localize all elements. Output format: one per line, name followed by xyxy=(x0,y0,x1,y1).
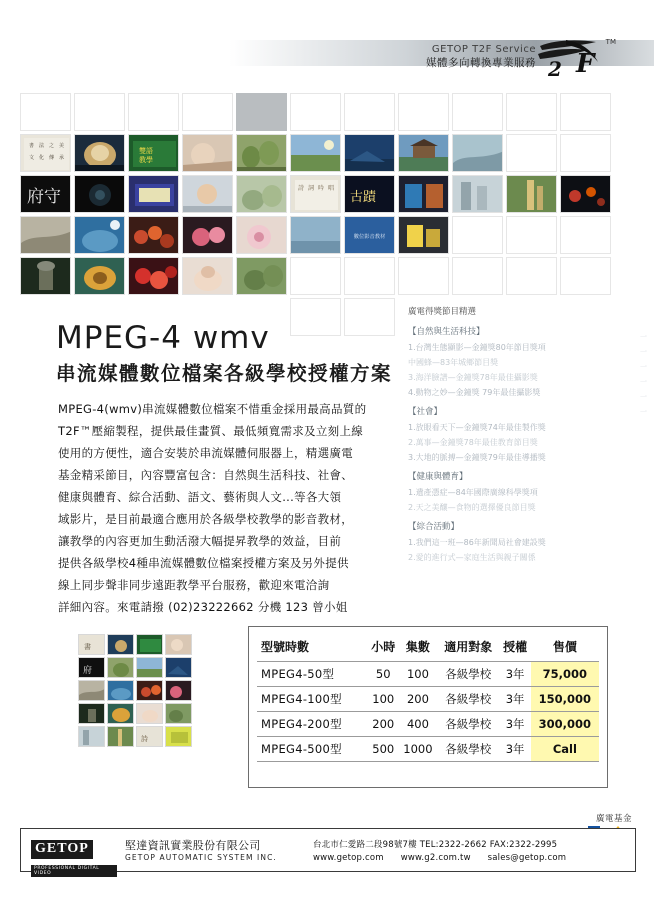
svg-text:之: 之 xyxy=(49,143,55,149)
svg-text:府: 府 xyxy=(83,666,93,676)
thumbnail-cell xyxy=(560,93,611,131)
mini-thumbnail-cell xyxy=(78,726,105,747)
thumbnail-cell xyxy=(452,134,503,172)
thumbnail-cell xyxy=(182,93,233,131)
thumbnail-cell xyxy=(182,257,233,295)
thumbnail-cell xyxy=(290,216,341,254)
thumbnail-row xyxy=(20,175,634,213)
col-header-hours: 小時 xyxy=(371,639,396,654)
cell-model: MPEG4-100型 xyxy=(257,687,368,712)
awards-title: 廣電得獎節目精選 xyxy=(408,307,477,317)
trademark-icon: TM xyxy=(605,38,616,46)
cell-hours: 100 xyxy=(368,687,399,712)
header-service-text xyxy=(426,44,536,70)
thumbnail-cell xyxy=(452,93,503,131)
t2f-logo-glyph xyxy=(536,36,614,80)
mini-thumbnail-row xyxy=(78,657,198,678)
thumbnail-cell xyxy=(506,216,557,254)
awards-item: 4.動物之妙—金鐘獎 79年最佳攝影獎 xyxy=(408,388,541,397)
thumbnail-cell xyxy=(506,257,557,295)
thumbnail-row xyxy=(20,257,634,295)
table-row xyxy=(257,687,599,712)
mini-thumbnail-cell xyxy=(165,680,192,701)
svg-text:書: 書 xyxy=(84,643,91,651)
thumbnail-cell xyxy=(290,134,341,172)
mini-thumbnail-cell xyxy=(78,703,105,724)
body-copy xyxy=(58,398,410,618)
getop-logo xyxy=(31,837,117,878)
thumbnail-cell xyxy=(236,216,287,254)
awards-group-heading: 【社會】 xyxy=(408,407,443,417)
thumbnail-cell xyxy=(398,216,449,254)
pricing-table xyxy=(257,634,599,762)
thumbnail-cell xyxy=(344,175,395,213)
edge-mark: 一 xyxy=(640,363,647,371)
awards-item: 3.大地的脈搏—金鐘獎79年最佳導播獎 xyxy=(408,453,546,462)
svg-text:傳: 傳 xyxy=(49,155,55,161)
cell-model: MPEG4-50型 xyxy=(257,662,368,687)
svg-text:承: 承 xyxy=(59,155,65,161)
table-row xyxy=(257,662,599,687)
thumbnail-cell xyxy=(128,134,179,172)
svg-text:美: 美 xyxy=(59,143,65,149)
mini-thumbnail-cell xyxy=(136,634,163,655)
mini-thumbnail-cell xyxy=(165,703,192,724)
company-address: 台北市仁愛路二段98號7樓 TEL:2322-2662 FAX:2322-2995 xyxy=(313,840,558,850)
thumbnail-grid xyxy=(20,93,634,339)
mini-thumbnail-grid xyxy=(78,634,198,749)
mini-thumbnail-cell xyxy=(165,634,192,655)
body-line: T2F™壓縮製程，提供最佳畫質、最低頻寬需求及立刻上線 xyxy=(58,424,364,438)
col-header-target: 適用對象 xyxy=(444,639,493,654)
thumbnail-cell xyxy=(290,175,341,213)
edge-mark: 一 xyxy=(640,393,647,401)
svg-text:數位影音教材: 數位影音教材 xyxy=(353,233,386,240)
svg-text:詩: 詩 xyxy=(298,185,305,192)
header-service-line-zh: 媒體多向轉換專業服務 xyxy=(426,56,536,69)
edge-mark: 一 xyxy=(640,348,647,356)
thumbnail-cell xyxy=(344,257,395,295)
awards-item: 1.台灣生態顯影—金鐘獎80年節目獎項 xyxy=(408,343,546,352)
thumbnail-cell xyxy=(128,216,179,254)
thumbnail-cell xyxy=(74,134,125,172)
thumbnail-cell xyxy=(398,175,449,213)
page-title: MPEG-4 wmv xyxy=(56,320,270,356)
mini-thumbnail-cell xyxy=(165,657,192,678)
svg-text:唱: 唱 xyxy=(328,185,335,192)
email-link[interactable]: sales@getop.com xyxy=(487,853,567,863)
mini-thumbnail-cell xyxy=(165,726,192,747)
body-line: 提供各級學校4種串流媒體數位檔案授權方案及另外提供 xyxy=(58,556,349,570)
mini-thumbnail-cell xyxy=(136,726,163,747)
mini-thumbnail-cell xyxy=(107,634,134,655)
mini-thumbnail-cell xyxy=(107,703,134,724)
mini-thumbnail-cell xyxy=(107,680,134,701)
svg-text:化: 化 xyxy=(39,155,45,161)
thumbnail-row xyxy=(20,216,634,254)
awards-item: 中國蜂—83年城鄉節目獎 xyxy=(408,358,499,367)
cell-license: 3年 xyxy=(499,662,530,687)
thumbnail-cell xyxy=(20,257,71,295)
thumbnail-cell xyxy=(128,93,179,131)
page-subtitle: 串流媒體數位檔案各級學校授權方案 xyxy=(56,361,393,385)
thumbnail-cell xyxy=(560,134,611,172)
thumbnail-cell xyxy=(560,216,611,254)
thumbnail-cell xyxy=(236,257,287,295)
cell-hours: 50 xyxy=(368,662,399,687)
body-line: 讓教學的內容更加生動活潑大幅提昇教學的效益，目前 xyxy=(58,534,342,548)
thumbnail-cell xyxy=(506,134,557,172)
company-contacts xyxy=(313,853,580,863)
thumbnail-cell xyxy=(290,93,341,131)
mini-thumbnail-row xyxy=(78,634,198,655)
t2f-logo xyxy=(536,36,614,80)
thumbnail-cell xyxy=(236,93,287,131)
getop-logo-tagline: PROFESSIONAL DIGITAL VIDEO xyxy=(31,865,117,877)
thumbnail-cell xyxy=(560,175,611,213)
awards-group-heading: 【健康與體育】 xyxy=(408,472,468,482)
thumbnail-cell xyxy=(182,134,233,172)
thumbnail-cell xyxy=(398,93,449,131)
thumbnail-cell xyxy=(20,175,71,213)
thumbnail-cell xyxy=(74,216,125,254)
svg-text:法: 法 xyxy=(39,143,45,149)
cell-hours: 200 xyxy=(368,712,399,737)
cell-license: 3年 xyxy=(499,687,530,712)
cell-price: 300,000 xyxy=(531,712,599,737)
company-name-zh: 堅達資訊實業股份有限公司 xyxy=(125,839,261,852)
cell-model: MPEG4-200型 xyxy=(257,712,368,737)
awards-item: 2.萬事—金鐘獎78年最佳教育節目獎 xyxy=(408,438,538,447)
svg-text:教學: 教學 xyxy=(139,156,153,164)
svg-text:吟: 吟 xyxy=(318,185,325,192)
thumbnail-cell xyxy=(182,175,233,213)
thumbnail-row xyxy=(20,134,634,172)
cell-episodes: 1000 xyxy=(399,737,437,762)
cell-license: 3年 xyxy=(499,712,530,737)
thumbnail-cell xyxy=(20,134,71,172)
getop-logo-text: GETOP xyxy=(31,840,93,859)
mini-thumbnail-cell xyxy=(78,657,105,678)
thumbnail-cell xyxy=(290,257,341,295)
thumbnail-cell xyxy=(74,175,125,213)
svg-text:文: 文 xyxy=(29,155,35,161)
cell-episodes: 100 xyxy=(399,662,437,687)
table-row xyxy=(257,712,599,737)
thumbnail-cell-labelled xyxy=(344,216,395,254)
cell-price: 75,000 xyxy=(531,662,599,687)
thumbnail-cell xyxy=(128,175,179,213)
thumbnail-cell xyxy=(398,257,449,295)
thumbnail-cell xyxy=(74,93,125,131)
thumbnail-cell xyxy=(398,134,449,172)
edge-mark: 一 xyxy=(640,378,647,386)
thumbnail-cell xyxy=(182,216,233,254)
awards-item: 1.我們這一班—86年新聞局社會建設獎 xyxy=(408,538,546,547)
edge-mark: 一 xyxy=(640,333,647,341)
thumbnail-cell xyxy=(452,216,503,254)
body-line: 健康與體育、綜合活動、語文、藝術與人文...等各大領 xyxy=(58,490,342,504)
mini-thumbnail-cell xyxy=(78,680,105,701)
thumbnail-cell xyxy=(344,134,395,172)
svg-text:雙語: 雙語 xyxy=(139,147,153,155)
cell-license: 3年 xyxy=(499,737,530,762)
awards-item: 2.天之美釀—食物的選擇優良節目獎 xyxy=(408,503,536,512)
thumbnail-cell xyxy=(452,175,503,213)
table-header-row xyxy=(257,634,599,662)
mini-thumbnail-row xyxy=(78,726,198,747)
col-header-episodes: 集數 xyxy=(405,639,430,654)
cell-episodes: 200 xyxy=(399,687,437,712)
page-header xyxy=(0,0,654,88)
awards-item: 2.愛的進行式—家庭生活與親子關係 xyxy=(408,553,536,562)
thumbnail-cell xyxy=(236,134,287,172)
edge-text-marks xyxy=(640,330,652,420)
cell-target: 各級學校 xyxy=(437,737,500,762)
thumbnail-cell xyxy=(560,257,611,295)
edge-mark: 一 xyxy=(640,408,647,416)
mini-thumbnail-cell xyxy=(107,657,134,678)
cell-episodes: 400 xyxy=(399,712,437,737)
website-link-1[interactable]: www.getop.com xyxy=(313,853,384,863)
thumbnail-cell xyxy=(74,257,125,295)
svg-text:府守: 府守 xyxy=(27,187,61,207)
thumbnail-row xyxy=(20,93,634,131)
thumbnail-cell xyxy=(452,257,503,295)
thumbnail-cell xyxy=(20,93,71,131)
body-line: 域影片，是目前最適合應用於各級學校教學的影音教材， xyxy=(58,512,353,526)
thumbnail-cell xyxy=(128,257,179,295)
pricing-panel xyxy=(248,626,608,788)
awards-item: 1.放眼看天下—金鐘獎74年最佳製作獎 xyxy=(408,423,546,432)
cell-model: MPEG4-500型 xyxy=(257,737,368,762)
col-header-price: 售價 xyxy=(552,639,577,654)
svg-text:詞: 詞 xyxy=(308,185,315,192)
awards-group-heading: 【綜合活動】 xyxy=(408,522,460,532)
body-line: 詳細內容。來電請撥 (02)23222662 分機 123 曾小姐 xyxy=(58,600,348,614)
svg-text:古蹟: 古蹟 xyxy=(350,190,377,205)
mini-thumbnail-cell xyxy=(136,657,163,678)
page-footer xyxy=(20,828,636,876)
mini-thumbnail-row xyxy=(78,680,198,701)
body-line: 基金精采節目，內容豐富包含：自然與生活科技、社會、 xyxy=(58,468,353,482)
cell-target: 各級學校 xyxy=(437,687,500,712)
awards-group-heading: 【自然與生活科技】 xyxy=(408,327,485,337)
col-header-model: 型號時數 xyxy=(261,639,310,654)
thumbnail-cell xyxy=(506,175,557,213)
awards-list xyxy=(408,305,646,565)
svg-text:F: F xyxy=(576,49,595,79)
mini-thumbnail-cell xyxy=(107,726,134,747)
mini-thumbnail-cell xyxy=(78,634,105,655)
col-header-license: 授權 xyxy=(503,639,528,654)
cell-target: 各級學校 xyxy=(437,712,500,737)
mini-thumbnail-cell xyxy=(136,703,163,724)
awards-item: 1.遺產憑症—84年國際廣線科學獎項 xyxy=(408,488,538,497)
mini-thumbnail-cell xyxy=(136,680,163,701)
cell-price: 150,000 xyxy=(531,687,599,712)
cell-price: Call xyxy=(531,737,599,762)
thumbnail-cell xyxy=(20,216,71,254)
svg-text:書: 書 xyxy=(29,143,35,149)
cell-hours: 500 xyxy=(368,737,399,762)
company-name-en: GETOP AUTOMATIC SYSTEM INC. xyxy=(125,853,277,862)
thumbnail-cell xyxy=(506,93,557,131)
svg-text:詩: 詩 xyxy=(141,735,148,743)
cell-target: 各級學校 xyxy=(437,662,500,687)
awards-item: 3.海洋臉譜—金鐘獎78年最佳攝影獎 xyxy=(408,373,538,382)
header-service-line-en: GETOP T2F Service xyxy=(431,44,536,55)
mini-thumbnail-row xyxy=(78,703,198,724)
body-line: MPEG-4(wmv)串流媒體數位檔案不惜重金採用最高品質的 xyxy=(58,402,367,416)
body-line: 線上同步聲非同步遠距教學平台服務，歡迎來電洽詢 xyxy=(58,578,330,592)
svg-text:2: 2 xyxy=(548,57,562,80)
website-link-2[interactable]: www.g2.com.tw xyxy=(400,853,471,863)
body-line: 使用的方便性，適合安裝於串流媒體伺服器上，精選廣電 xyxy=(58,446,353,460)
table-row xyxy=(257,737,599,762)
thumbnail-cell xyxy=(344,93,395,131)
foundation-label: 廣電基金 xyxy=(595,814,632,824)
thumbnail-cell xyxy=(236,175,287,213)
